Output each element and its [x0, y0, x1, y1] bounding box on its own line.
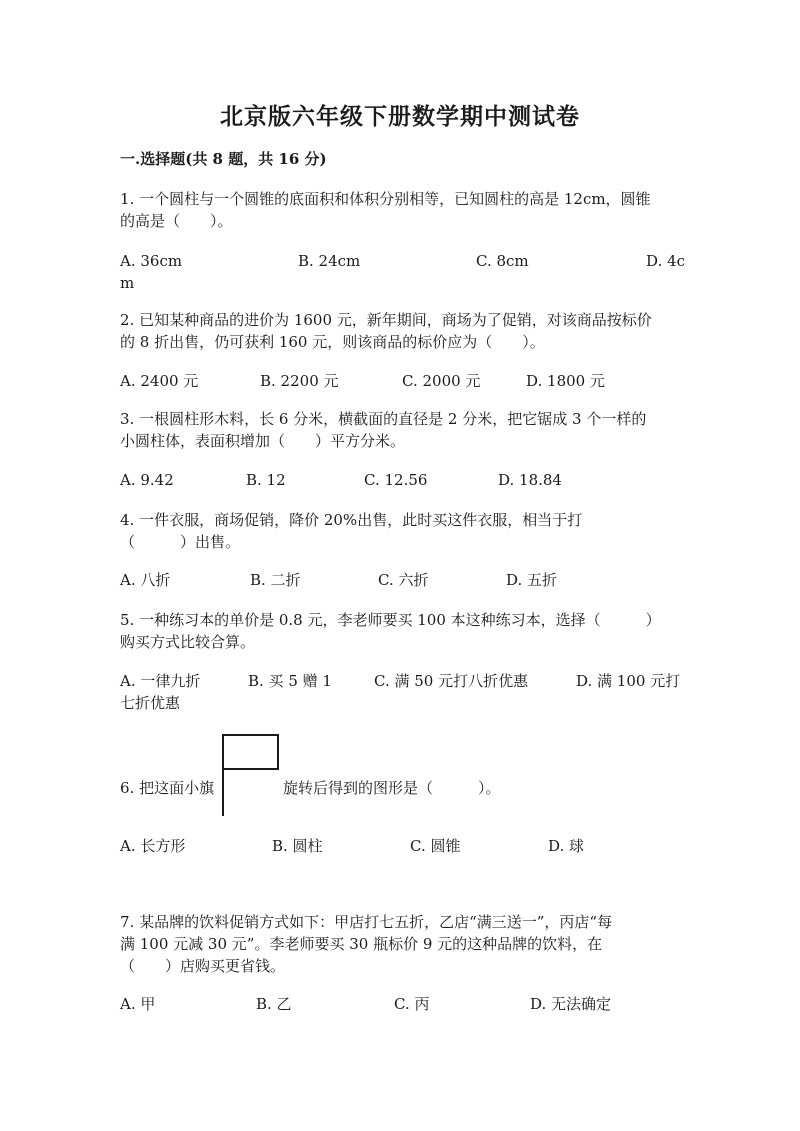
option-a[interactable]: A. 八折 [120, 571, 171, 589]
option-a[interactable]: A. 36cm [120, 252, 183, 270]
option-b[interactable]: B. 乙 [256, 995, 292, 1013]
question-3-options [120, 469, 680, 513]
option-b[interactable]: B. 12 [246, 471, 286, 489]
question-6-options [120, 835, 680, 879]
question-5 [120, 609, 680, 653]
option-a[interactable]: A. 9.42 [120, 471, 174, 489]
option-b[interactable]: B. 二折 [250, 571, 301, 589]
question-text-line: 3. 一根圆柱形木料，长 6 分米，横截面的直径是 2 分米，把它锯成 3 个一样的 [120, 410, 647, 428]
option-d[interactable]: D. 18.84 [498, 471, 562, 489]
option-b[interactable]: B. 24cm [298, 252, 361, 270]
question-1-options [120, 250, 685, 294]
option-b[interactable]: B. 2200 元 [260, 372, 339, 390]
flag-figure [222, 734, 280, 816]
question-text-line: 4. 一件衣服，商场促销，降价 20%出售，此时买这件衣服，相当于打 [120, 511, 583, 529]
section-heading: 一.选择题(共 8 题，共 16 分) [120, 150, 327, 168]
question-7-options [120, 993, 680, 1037]
option-c[interactable]: C. 12.56 [364, 471, 428, 489]
option-d[interactable]: D. 五折 [506, 571, 558, 589]
option-d-continuation: 七折优惠 [120, 694, 181, 712]
option-c[interactable]: C. 圆锥 [410, 837, 461, 855]
option-c[interactable]: C. 8cm [476, 252, 529, 270]
option-a[interactable]: A. 甲 [120, 995, 156, 1013]
question-3 [120, 408, 680, 452]
option-c[interactable]: C. 2000 元 [402, 372, 481, 390]
question-text-line: 满 100 元减 30 元”。李老师要买 30 瓶标价 9 元的这种品牌的饮料，在 [120, 935, 603, 953]
question-text-line: 5. 一种练习本的单价是 0.8 元，李老师要买 100 本这种练习本，选择（ ） [120, 611, 661, 629]
question-2 [120, 309, 680, 353]
question-1 [120, 188, 680, 232]
question-6-text-before: 6. 把这面小旗 [120, 779, 215, 797]
question-text-line: （ ）出售。 [120, 533, 241, 551]
option-a[interactable]: A. 长方形 [120, 837, 186, 855]
question-text-line: 7. 某品牌的饮料促销方式如下：甲店打七五折，乙店“满三送一”，丙店“每 [120, 913, 613, 931]
option-d[interactable]: D. 1800 元 [526, 372, 605, 390]
question-text-line: 1. 一个圆柱与一个圆锥的底面积和体积分别相等，已知圆柱的高是 12cm，圆锥 [120, 190, 651, 208]
question-4-options [120, 569, 680, 613]
option-d[interactable]: D. 无法确定 [530, 995, 612, 1013]
question-text-line: 2. 已知某种商品的进价为 1600 元，新年期间，商场为了促销，对该商品按标价 [120, 311, 652, 329]
page-title: 北京版六年级下册数学期中测试卷 [220, 103, 580, 130]
question-5-options [120, 670, 680, 714]
question-7 [120, 911, 680, 977]
option-a[interactable]: A. 一律九折 [120, 672, 201, 690]
option-d[interactable]: D. 4c [646, 252, 685, 270]
option-a[interactable]: A. 2400 元 [120, 372, 199, 390]
option-d-continuation: m [120, 274, 135, 292]
question-text-line: 购买方式比较合算。 [120, 633, 256, 651]
option-c[interactable]: C. 满 50 元打八折优惠 [374, 672, 529, 690]
question-text-line: （ ）店购买更省钱。 [120, 957, 286, 975]
question-4 [120, 509, 680, 553]
question-text-line: 的 8 折出售，仍可获利 160 元，则该商品的标价应为（ ）。 [120, 333, 545, 351]
option-c[interactable]: C. 六折 [378, 571, 429, 589]
option-c[interactable]: C. 丙 [394, 995, 430, 1013]
question-6-text-after: 旋转后得到的图形是（ ）。 [283, 779, 501, 797]
question-text-line: 小圆柱体，表面积增加（ ）平方分米。 [120, 432, 406, 450]
option-d[interactable]: D. 满 100 元打 [576, 672, 681, 690]
option-b[interactable]: B. 圆柱 [272, 837, 323, 855]
question-text-line: 的高是（ ）。 [120, 212, 233, 230]
option-d[interactable]: D. 球 [548, 837, 585, 855]
option-b[interactable]: B. 买 5 赠 1 [248, 672, 332, 690]
